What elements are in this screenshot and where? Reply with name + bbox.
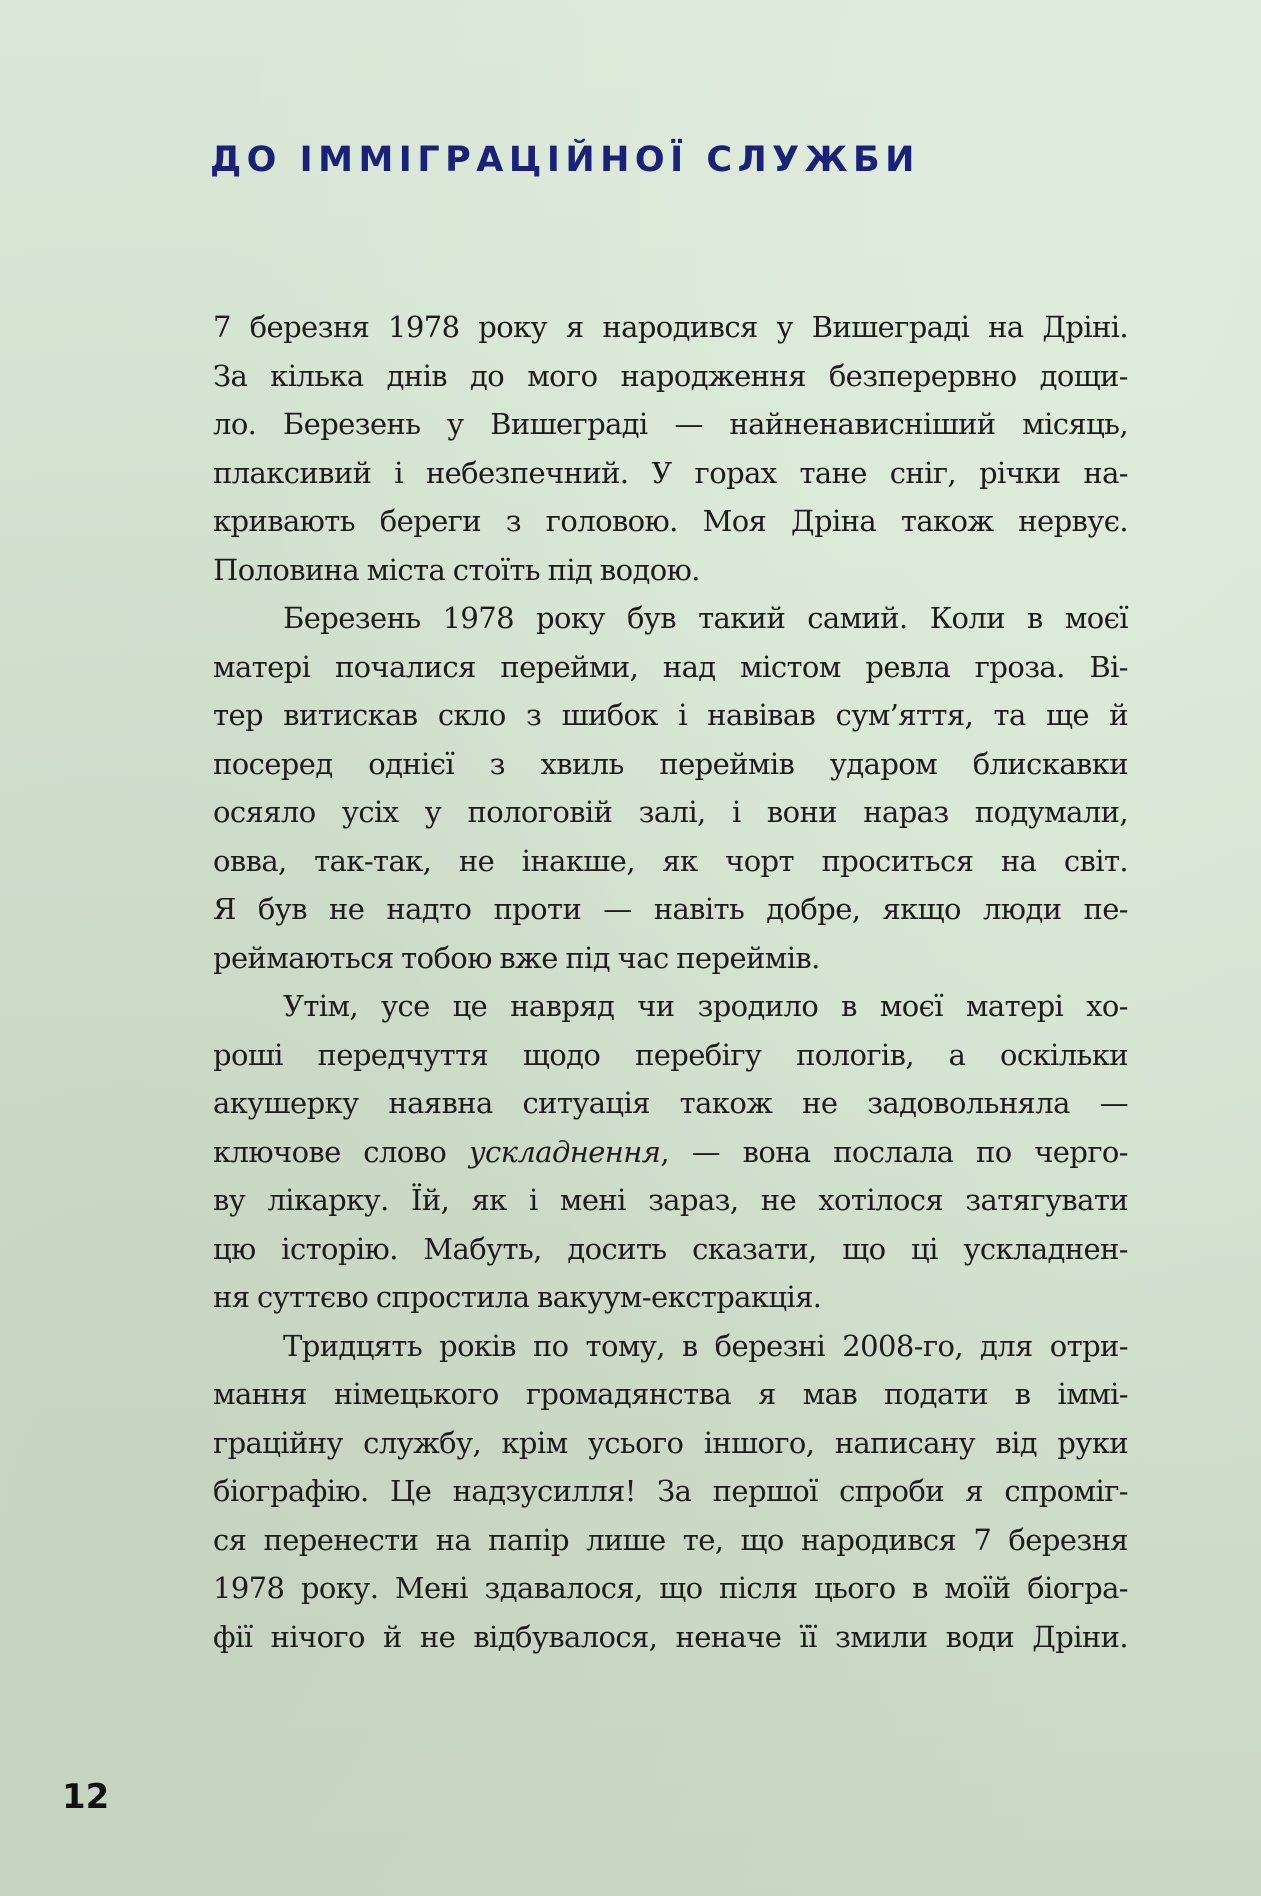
text-line: мання німецького громадянства я мав подати в іммі-: [213, 1377, 1128, 1411]
paragraph-4: [213, 1322, 1128, 1662]
page-number: 12: [62, 1777, 110, 1817]
chapter-title: ДО ІММІГРАЦІЙНОЇ СЛУЖБИ: [210, 140, 920, 180]
text-line: Я був не надто проти — навіть добре, якщо люди пе-: [213, 892, 1128, 926]
paragraph-3: [213, 982, 1128, 1322]
text-line: 7 березня 1978 року я народився у Вишеграді на Дріні.: [213, 310, 1128, 344]
paragraph-2: [213, 594, 1128, 982]
text-line: Половина міста стоїть під водою.: [213, 552, 700, 587]
text-line: осяяло усіх у пологовій залі, і вони нараз подумали,: [213, 795, 1128, 829]
text-line: реймаються тобою вже під час переймів.: [213, 940, 820, 975]
text-line: ло. Березень у Вишеграді — найненависніший місяць,: [213, 407, 1128, 441]
text-segment: , — вона послала по черго-: [660, 1134, 1128, 1169]
text-line: ву лікарку. Їй, як і мені зараз, не хотілося затягувати: [213, 1183, 1128, 1217]
text-line: тер витискав скло з шибок і навівав сум’яття, та ще й: [213, 698, 1128, 732]
text-line: акушерку наявна ситуація також не задовольняла —: [213, 1086, 1128, 1120]
text-line: Березень 1978 року був такий самий. Коли в моєї: [283, 601, 1128, 635]
text-line: За кілька днів до мого народження безперервно дощи-: [213, 358, 1128, 393]
text-line: плаксивий і небезпечний. У горах тане сніг, річки на-: [213, 455, 1128, 490]
text-line: ня суттєво спростила вакуум-екстракція.: [213, 1280, 822, 1314]
text-line: роші передчуття щодо перебігу пологів, а оскільки: [213, 1037, 1128, 1072]
text-line: 1978 року. Мені здавалося, що після цього в моїй біогра-: [213, 1571, 1128, 1605]
text-line: посеред однієї з хвиль переймів ударом блискавки: [213, 746, 1128, 781]
text-line: кривають береги з головою. Моя Дріна також нервує.: [213, 504, 1128, 538]
text-line: Утім, усе це навряд чи зродило в моєї матері хо-: [283, 989, 1128, 1023]
body-text: [213, 303, 1128, 1661]
text-line: біографію. Це надзусилля! За першої спроби я спроміг-: [213, 1474, 1128, 1508]
text-line: цю історію. Мабуть, досить сказати, що ці ускладнен-: [213, 1231, 1128, 1266]
text-line: Тридцять років по тому, в березні 2008-го, для отри-: [283, 1328, 1128, 1363]
emphasized-word: ускладнення: [468, 1134, 661, 1169]
text-line: ся перенести на папір лише те, що народився 7 березня: [213, 1522, 1128, 1557]
text-line-with-emphasis: [213, 1128, 1128, 1177]
text-line: матері почалися перейми, над містом ревла гроза. Ві-: [213, 649, 1128, 684]
text-line: фії нічого й не відбувалося, неначе її змили води Дріни.: [213, 1619, 1128, 1654]
paragraph-1: [213, 303, 1128, 594]
text-line: овва, так-так, не інакше, як чорт проситься на світ.: [213, 843, 1128, 878]
text-segment: ключове слово: [213, 1134, 469, 1169]
text-line: граційну службу, крім усього іншого, написану від руки: [213, 1425, 1128, 1460]
